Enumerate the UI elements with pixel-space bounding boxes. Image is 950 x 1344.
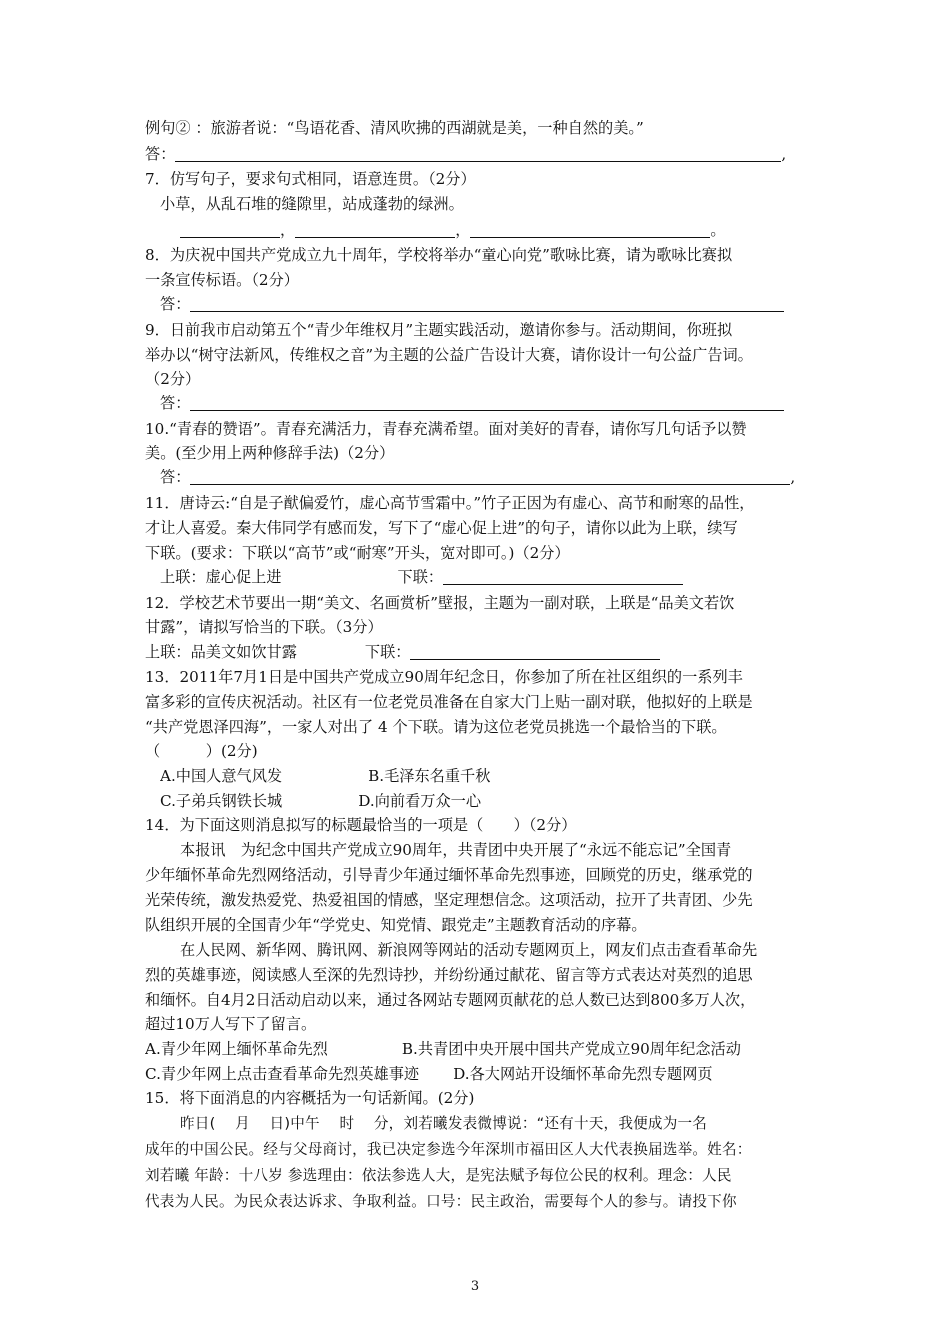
news-para-1-line-3 [145, 890, 815, 912]
text: 15．将下面消息的内容概括为一句话新闻。(2分) [145, 1089, 475, 1107]
option-d[interactable]: D.各大网站开设缅怀革命先烈专题网页 [453, 1065, 713, 1083]
answer-blank[interactable] [190, 468, 790, 485]
question-8-cont [145, 270, 815, 292]
news-para-2-line-3 [145, 990, 815, 1012]
example-sentence-2 [145, 118, 815, 140]
text: 在人民网、新华网、腾讯网、新浪网等网站的活动专题网页上，网友们点击查看革命先 [180, 941, 758, 959]
text: 成年的中国公民。经与父母商讨，我已决定参选今年深圳市福田区人大代表换届选举。姓名： [145, 1141, 752, 1158]
text: 队组织开展的全国青少年“学党史、知党情、跟党走”主题教育活动的序幕。 [145, 916, 647, 934]
text: 11．唐诗云:“自是子猷偏爱竹，虚心高节雪霜中。”竹子正因为有虚心、高节和耐寒的品性， [145, 494, 755, 512]
answer-blank[interactable] [410, 643, 660, 660]
answer-line-q9 [160, 393, 830, 415]
weibo-text-line-2 [145, 1140, 815, 1162]
text: 7．仿写句子，要求句式相同，语意连贯。（2分） [145, 170, 476, 188]
question-13-cont2 [145, 717, 815, 739]
answer-line-q10 [160, 467, 830, 489]
upper-couplet: 上联：品美文如饮甘露 [145, 643, 297, 661]
text: 才让人喜爱。秦大伟同学有感而发，写下了“虚心促上进”的句子，请你以此为上联，续写 [145, 519, 738, 537]
page-number: 3 [470, 1279, 480, 1294]
text: 举办以“树守法新风，传维权之音”为主题的公益广告设计大赛，请你设计一句公益广告词。 [145, 346, 753, 364]
news-para-1-line-1 [180, 840, 850, 862]
q13-options-ab [160, 766, 830, 788]
option-c[interactable]: C.青少年网上点击查看革命先烈英雄事迹 [145, 1065, 420, 1083]
text: 12．学校艺术节要出一期“美文、名画赏析”壁报，主题为一副对联，上联是“品美文若饮 [145, 594, 735, 612]
news-para-2-line-1 [180, 940, 850, 962]
q7-example [160, 194, 830, 216]
answer-blank[interactable] [180, 221, 280, 238]
answer-label: 答： [160, 394, 191, 412]
text: （ ）(2分) [145, 742, 258, 760]
news-para-2-line-2 [145, 965, 815, 987]
question-9-score [145, 369, 815, 391]
lower-couplet-label: 下联： [397, 568, 444, 586]
text: 美。(至少用上两种修辞手法)（2分） [145, 444, 395, 462]
text: 下联。(要求：下联以“高节”或“耐寒”开头，宽对即可。)（2分） [145, 544, 570, 562]
news-para-1-line-4 [145, 915, 815, 937]
question-10 [145, 419, 815, 441]
question-11 [145, 493, 815, 515]
text: 9．日前我市启动第五个“青少年维权月”主题实践活动，邀请你参与。活动期间，你班拟 [145, 321, 733, 339]
question-8 [145, 245, 815, 267]
news-para-1-line-2 [145, 865, 815, 887]
punctuation: , [781, 145, 787, 163]
weibo-text-line-4 [145, 1192, 815, 1214]
text: 小草，从乱石堆的缝隙里，站成蓬勃的绿洲。 [160, 195, 464, 213]
answer-blank[interactable] [175, 145, 781, 162]
punctuation: 。 [710, 221, 726, 239]
option-d[interactable]: D.向前看万众一心 [358, 792, 482, 810]
punctuation: ， [455, 221, 471, 239]
option-a[interactable]: A.中国人意气风发 [160, 767, 283, 785]
question-11-cont2 [145, 543, 815, 565]
text: “共产党恩泽四海”，一家人对出了 4 个下联。请为这位老党员挑选一个最恰当的下联。 [145, 718, 727, 736]
question-9 [145, 320, 815, 342]
answer-blank[interactable] [295, 221, 455, 238]
answer-line-q8 [160, 294, 830, 316]
q14-options-ab [145, 1039, 815, 1061]
q7-blanks [180, 220, 850, 242]
question-15 [145, 1088, 815, 1110]
text: 少年缅怀革命先烈网络活动，引导青少年通过缅怀革命先烈事迹，回顾党的历史，继承党的 [145, 866, 753, 884]
text: 甘露”，请拟写恰当的下联。（3分） [145, 618, 383, 636]
text: 超过10万人写下了留言。 [145, 1015, 317, 1033]
question-12-cont [145, 617, 815, 639]
text: 一条宣传标语。（2分） [145, 271, 299, 289]
text: 和缅怀。自4月2日活动启动以来，通过各网站专题网页献花的总人数已达到800多万人次， [145, 991, 756, 1009]
answer-label: 答： [160, 295, 191, 313]
question-12 [145, 593, 815, 615]
answer-blank[interactable] [470, 221, 710, 238]
q14-options-cd [145, 1064, 815, 1086]
punctuation: , [790, 468, 796, 486]
text: （2分） [145, 370, 201, 388]
answer-blank[interactable] [443, 568, 683, 585]
text: 烈的英雄事迹，阅读感人至深的先烈诗抄，并纷纷通过献花、留言等方式表达对英烈的追思 [145, 966, 753, 984]
text: 昨日( 月 日)中午 时 分，刘若曦发表微博说：“还有十天，我便成为一名 [180, 1115, 708, 1132]
question-14 [145, 815, 815, 837]
answer-blank[interactable] [190, 295, 784, 312]
option-a[interactable]: A.青少年网上缅怀革命先烈 [145, 1040, 328, 1058]
text: 8．为庆祝中国共产党成立九十周年，学校将举办“童心向党”歌咏比赛，请为歌咏比赛拟 [145, 246, 733, 264]
answer-label: 答： [145, 145, 176, 163]
answer-blank[interactable] [190, 394, 784, 411]
question-13 [145, 667, 815, 689]
q11-couplet [160, 567, 830, 589]
weibo-text-line-3 [145, 1166, 815, 1188]
answer-line-q6 [145, 144, 815, 166]
text: 富多彩的宣传庆祝活动。社区有一位老党员准备在自家大门上贴一副对联，他拟好的上联是 [145, 693, 753, 711]
text: 例句② ：旅游者说：“鸟语花香、清风吹拂的西湖就是美，一种自然的美。” [145, 119, 644, 137]
q13-options-cd [160, 791, 830, 813]
lower-couplet-label: 下联： [364, 643, 411, 661]
text: 光荣传统，激发热爱党、热爱祖国的情感，坚定理想信念。这项活动，拉开了共青团、少先 [145, 891, 753, 909]
question-13-answer-bracket [145, 741, 815, 763]
text: 代表为人民。为民众表达诉求、争取利益。口号：民主政治，需要每个人的参与。请投下你 [145, 1193, 737, 1210]
option-c[interactable]: C.子弟兵钢铁长城 [160, 792, 283, 810]
question-9-cont [145, 345, 815, 367]
question-10-cont [145, 443, 815, 465]
option-b[interactable]: B.共青团中央开展中国共产党成立90周年纪念活动 [401, 1040, 741, 1058]
question-13-cont [145, 692, 815, 714]
punctuation: ， [280, 221, 296, 239]
upper-couplet: 上联：虚心促上进 [160, 568, 282, 586]
text: 14．为下面这则消息拟写的标题最恰当的一项是（ ）（2分） [145, 816, 577, 834]
answer-label: 答： [160, 468, 191, 486]
question-7 [145, 169, 815, 191]
question-11-cont [145, 518, 815, 540]
q12-couplet [145, 642, 815, 664]
weibo-text-line-1 [180, 1114, 850, 1136]
text: 10.“青春的赞语”。青春充满活力，青春充满希望。面对美好的青春，请你写几句话予以赞 [145, 420, 747, 438]
text: 刘若曦 年龄：十八岁 参选理由：依法参选人大，是宪法赋予每位公民的权利。理念：人民 [145, 1167, 732, 1184]
text: 本报讯 为纪念中国共产党成立90周年，共青团中央开展了“永远不能忘记”全国青 [180, 841, 732, 859]
text: 13．2011年7月1日是中国共产党成立90周年纪念日，你参加了所在社区组织的一系列丰 [145, 668, 743, 686]
news-para-2-line-4 [145, 1014, 815, 1036]
option-b[interactable]: B.毛泽东名重千秋 [368, 767, 491, 785]
